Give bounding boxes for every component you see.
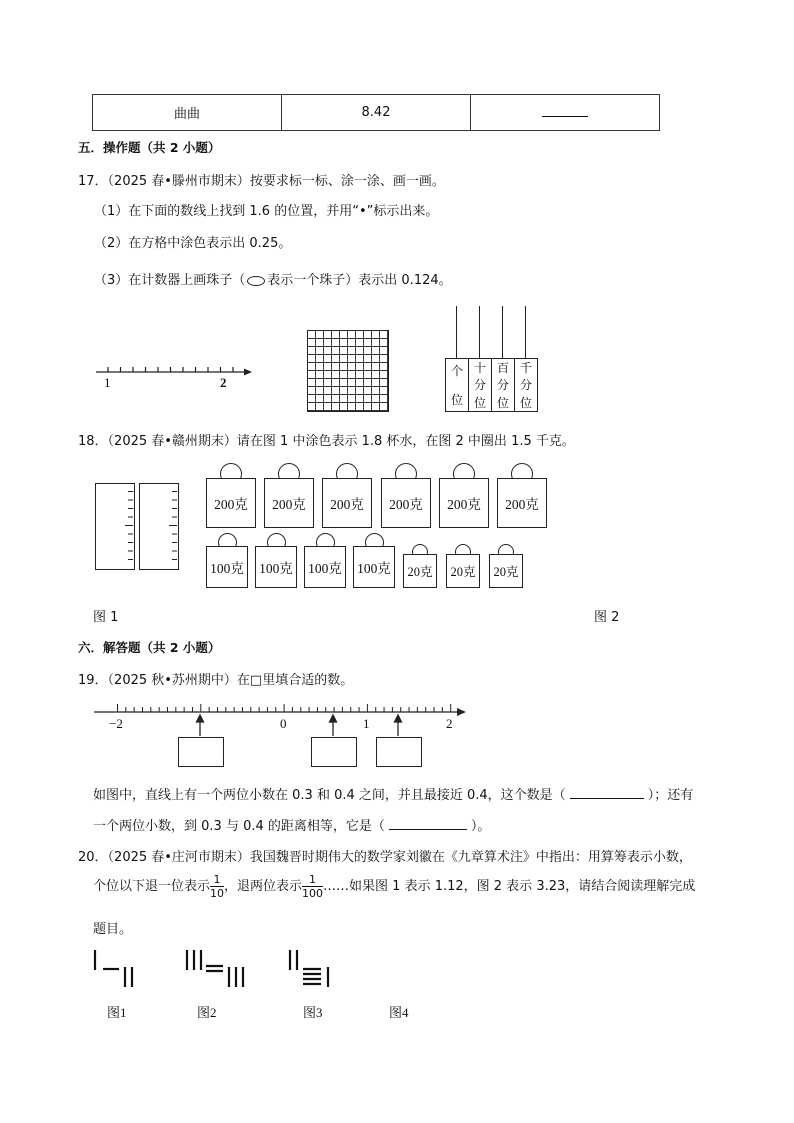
q20-line1: 20．（2025 春•庄河市期末）我国魏晋时期伟大的数学家刘徽在《九章算术注》中指出：用算筹表示小数，: [78, 850, 692, 865]
answer-box-2[interactable]: [311, 737, 357, 767]
number-line-q17[interactable]: [94, 360, 259, 390]
table-cell-value: 8.42: [282, 95, 471, 131]
weight-200g[interactable]: 200克: [381, 478, 431, 528]
weight-20g[interactable]: 20克: [446, 554, 480, 588]
q19-stem: 19．（2025 秋•苏州期中）在□里填合适的数。: [78, 673, 354, 688]
tick-label-2: 2: [446, 716, 453, 731]
q17-part3: [94, 269, 452, 288]
weight-joint: [398, 479, 412, 481]
weight-joint: [318, 547, 330, 549]
counting-rods-figures: [90, 945, 350, 990]
weight-200g[interactable]: 200克: [206, 478, 256, 528]
q20-line3: 题目。: [93, 922, 133, 937]
bead-icon: [247, 276, 265, 286]
q18-fig2-label: 图 2: [594, 610, 620, 625]
weight-joint: [456, 479, 470, 481]
section-5-title: 五．操作题（共 2 小题）: [78, 140, 221, 155]
q20-line2: 个位以下退一位表示 $\frac{1}{10}$ ，退两位表示 $\frac{1}{100}$ ……如果图 1 表示 1.12，图 2 表示 3.23，请结合阅读理解完成: [93, 873, 696, 900]
weight-20g[interactable]: 20克: [403, 554, 437, 588]
weight-joint: [500, 555, 510, 557]
number-line-end-label: 2: [220, 375, 227, 390]
weight-100g[interactable]: 100克: [206, 546, 248, 588]
tick-label-1: 1: [363, 716, 370, 731]
answer-blank-1[interactable]: [570, 786, 644, 799]
fraction-one-tenth: $\frac{1}{10}$: [210, 873, 225, 900]
top-table: [92, 94, 660, 131]
weight-100g[interactable]: 100克: [353, 546, 395, 588]
section-6-title: 六．解答题（共 2 小题）: [78, 640, 221, 655]
abacus-col-hundredths: 百 分 位: [492, 359, 515, 411]
weight-100g[interactable]: 100克: [304, 546, 346, 588]
weight-joint: [367, 547, 379, 549]
q18-stem: 18．（2025 春•赣州期末）请在图 1 中涂色表示 1.8 杯水，在图 2 中圈出 1.5 千克。: [78, 434, 575, 449]
abacus[interactable]: [445, 306, 537, 412]
abacus-col-ones: 个 位: [446, 359, 469, 411]
table-cell-name: 曲曲: [93, 95, 282, 131]
abacus-col-thousandths: 千 分 位: [519, 361, 532, 410]
weight-200g[interactable]: 200克: [497, 478, 547, 528]
q17-part3-a: （3）在计数器上画珠子（: [94, 273, 246, 288]
tick-label-0: 0: [280, 716, 287, 731]
weight-joint: [220, 547, 232, 549]
hundred-grid[interactable]: [307, 330, 389, 412]
q20-fig3-label: 图3: [303, 1005, 323, 1020]
q20-fig1-label: 图1: [107, 1005, 127, 1020]
q20-fig4-label: 图4: [389, 1005, 409, 1020]
q17-part1: （1）在下面的数线上找到 1.6 的位置，并用“•”标示出来。: [94, 204, 439, 219]
tick-label-neg2: −2: [109, 716, 123, 731]
q19-line1: 如图中，直线上有一个两位小数在 0.3 和 0.4 之间，并且最接近 0.4，这个数是（ ）；还有: [93, 788, 694, 803]
weight-200g[interactable]: 200克: [322, 478, 372, 528]
q17-part3-b: 表示一个珠子）表示出 0.124。: [267, 273, 452, 288]
weight-200g[interactable]: 200克: [264, 478, 314, 528]
weight-100g[interactable]: 100克: [255, 546, 297, 588]
weight-joint: [414, 555, 424, 557]
table-cell-blank[interactable]: [471, 95, 660, 131]
weight-joint: [339, 479, 353, 481]
answer-box-1[interactable]: [178, 737, 224, 767]
q17-part2: （2）在方格中涂色表示出 0.25。: [94, 236, 292, 251]
weight-200g[interactable]: 200克: [439, 478, 489, 528]
weight-joint: [269, 547, 281, 549]
fraction-one-hundredth: $\frac{1}{100}$: [302, 873, 324, 900]
q19-line2: 一个两位小数，到 0.3 与 0.4 的距离相等，它是（ ）。: [93, 819, 491, 834]
cup-scale-marks: [95, 483, 179, 571]
weight-joint: [457, 555, 467, 557]
q20-fig2-label: 图2: [197, 1005, 217, 1020]
q17-stem: 17．（2025 春•滕州市期末）按要求标一标、涂一涂、画一画。: [78, 174, 445, 189]
weight-joint: [281, 479, 295, 481]
weight-joint: [223, 479, 237, 481]
number-line-start-label: 1: [104, 375, 111, 390]
q18-fig1-label: 图 1: [93, 610, 119, 625]
answer-blank-2[interactable]: [389, 817, 467, 830]
answer-box-3[interactable]: [376, 737, 422, 767]
weight-20g[interactable]: 20克: [489, 554, 523, 588]
weight-joint: [514, 479, 528, 481]
abacus-col-tenths: 十 分 位: [469, 359, 492, 411]
